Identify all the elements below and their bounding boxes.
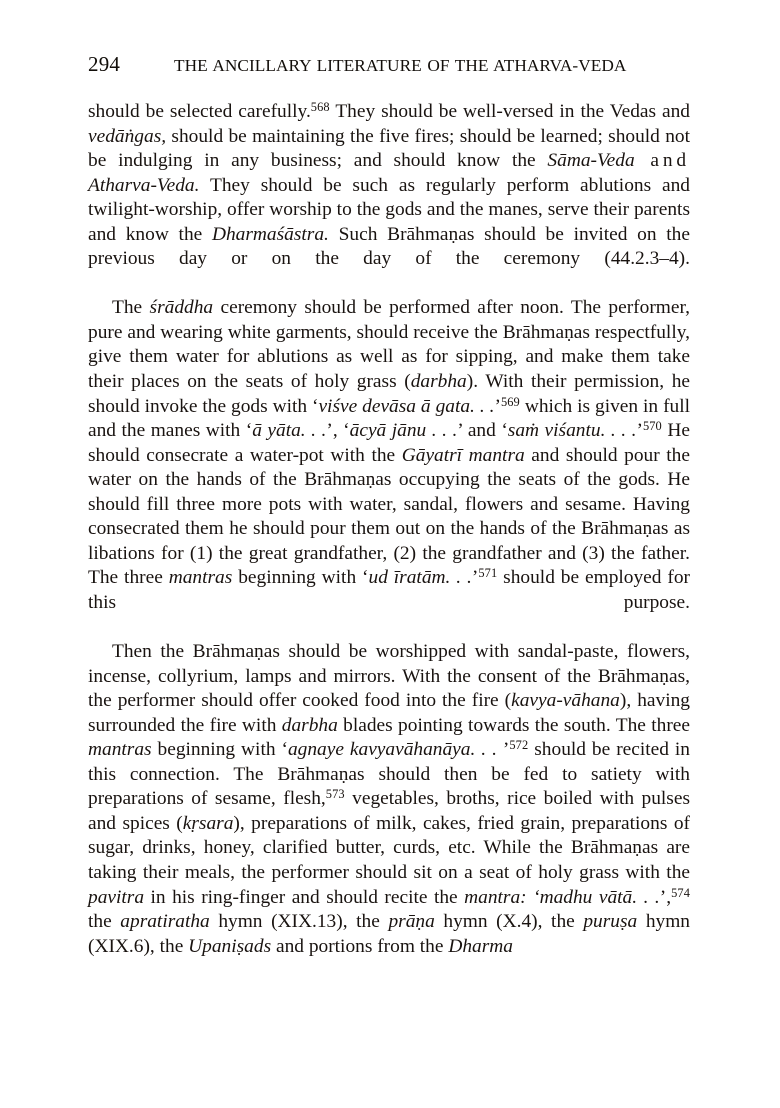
text-run: beginning with ‘ (151, 739, 288, 761)
text-run: The (112, 297, 150, 319)
text-run: vegetables, broths, rice boiled with pulses and spices ( (88, 788, 690, 834)
paragraph-3 (88, 640, 690, 959)
text-run: ’ (494, 395, 501, 417)
page-number: 294 (88, 52, 121, 76)
footnote-marker-569: 569 (500, 394, 520, 409)
text-run: ’ and ‘ (457, 420, 508, 442)
sanskrit-term-darbha: darbha (281, 714, 338, 736)
mantra-quote-madhu-vata: mantra: ‘madhu vātā. . . (464, 886, 660, 908)
text-run: in his ring-finger and should recite the (144, 886, 465, 908)
mantra-quote-ud-iratam: ud īratām. . . (368, 567, 472, 589)
text-block (88, 100, 690, 959)
text-run: should be employed for this purpose. (88, 567, 690, 613)
sanskrit-term-purusa: puruṣa (583, 911, 638, 933)
footnote-marker-570: 570 (642, 419, 662, 434)
sanskrit-term-krsara: kṛsara (182, 812, 234, 834)
text-run: which is given in full and the manes with ‘ (88, 395, 690, 442)
sanskrit-term-apratiratha: apratiratha (120, 911, 210, 933)
sanskrit-term-pavitra: pavitra (88, 886, 145, 908)
text-run: ’, (659, 886, 672, 908)
text-run: hymn (XIX.6), the (88, 911, 690, 957)
text-run: ’ (636, 420, 643, 442)
sanskrit-term-sama-veda: Sāma-Veda (547, 150, 635, 172)
sanskrit-term-vedangas: vedāṅgas, (88, 125, 167, 147)
sanskrit-term-mantras: mantras (168, 567, 233, 589)
footnote-marker-571: 571 (478, 566, 498, 581)
footnote-marker-568: 568 (310, 100, 330, 115)
text-run: and should pour the water on the hands of the Brāhmaṇas occupying the seats of the gods. He should fill three more pots with water, sandal, flowers and sesame. Having consecrated them he should pour them out on the hands of the Brāhmaṇas as libations for (1) the great grandfather, (2) the grandfather and (3) the father. The three (88, 444, 690, 589)
footnote-marker-573: 573 (325, 787, 345, 802)
paragraph-2 (88, 296, 690, 640)
text-run: Then the Brāhmaṇas should be worshipped with sandal-paste, flowers, incense, collyrium, lamps and mirrors. With the consent of the Brāhmaṇas, the performer should offer cooked food into the fire ( (88, 641, 690, 712)
text-run: ). With their permission, he should invoke the gods with ‘ (88, 371, 690, 417)
sanskrit-term-darbha: darbha (410, 371, 467, 393)
sanskrit-term-mantras: mantras (88, 739, 152, 761)
text-run: should be maintaining the five fires; should be learned; should not be indulging in any business; and should know the (88, 125, 690, 172)
mantra-quote-agnaye-kavyavahanaya: agnaye kavyavāhanāya. . . (287, 739, 497, 761)
text-run: hymn (XIX.13), the (209, 911, 389, 933)
text-run: ’, ‘ (326, 420, 350, 442)
text-run: Such Brāhmaṇas should be invited on the previous day or on the day of the ceremony (44.2.3–4). (88, 223, 690, 270)
sanskrit-term-dharmasastra: Dharmaśāstra. (211, 223, 329, 245)
mantra-quote-acya-janu: ācyā jānu . . . (349, 420, 458, 442)
text-run: ceremony should be performed after noon. The performer, pure and wearing white garments, should receive the Brāhmaṇas respectfully, give them water for ablutions as well as for sipping, and make them take their places on the seats of holy grass ( (88, 297, 690, 393)
text-run: They should be such as regularly perform ablutions and twilight-worship, offer worship to the gods and the manes, serve their parents and know the (88, 174, 690, 245)
text-run: blades pointing towards the south. The three (337, 714, 691, 736)
sanskrit-term-atharva-veda: Atharva-Veda. (88, 174, 200, 196)
mantra-quote-sam-visantu: saṁ viśantu. . . . (507, 420, 637, 442)
text-run: beginning with ‘ (232, 567, 369, 589)
sanskrit-term-upanisads: Upaniṣads (188, 935, 272, 957)
text-run: He should consecrate a water-pot with the (88, 420, 690, 466)
text-run: should be selected carefully. (88, 101, 311, 122)
text-run: should be recited in this connection. The Brāhmaṇas should then be fed to satiety with preparations of sesame, flesh, (88, 739, 690, 810)
text-run: and (634, 150, 690, 172)
running-head-title: THE ANCILLARY LITERATURE OF THE ATHARVA-VEDA (174, 56, 627, 75)
text-run: ’ (496, 739, 510, 761)
text-run: ’ (471, 567, 479, 589)
mantra-quote-a-yata: ā yāta. . . (252, 420, 327, 442)
running-head (88, 52, 690, 78)
sanskrit-term-sraddha: śrāddha (149, 297, 214, 319)
sanskrit-term-kavya-vahana: kavya-vāhana (511, 690, 620, 712)
paragraph-1 (88, 100, 690, 296)
sanskrit-term-dharma: Dharma (448, 935, 513, 957)
footnote-marker-574: 574 (671, 885, 691, 900)
footnote-marker-572: 572 (509, 738, 529, 753)
sanskrit-term-gayatri-mantra: Gāyatrī mantra (401, 444, 525, 466)
text-run: They should be well-versed in the Vedas and (329, 101, 690, 122)
mantra-quote-visve-devasa: viśve devāsa ā gata. . . (318, 395, 495, 417)
sanskrit-term-prana: prāṇa (388, 911, 435, 933)
text-run: the (88, 911, 121, 933)
text-run: hymn (X.4), the (434, 911, 584, 933)
text-run: ), preparations of milk, cakes, fried grain, preparations of sugar, drinks, honey, clarified butter, curds, etc. While the Brāhmaṇas are taking their meals, the performer should sit on a seat of holy grass with the (88, 812, 690, 883)
text-run: ), having surrounded the fire with (88, 690, 690, 736)
text-run: and portions from the (271, 935, 449, 957)
